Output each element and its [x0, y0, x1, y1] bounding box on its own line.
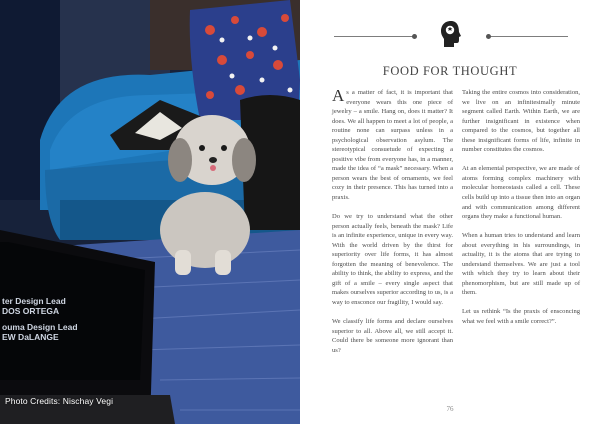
laptop-screen-line: DOS ORTEGA: [2, 306, 60, 316]
paragraph: [332, 88, 453, 203]
article-column-1: [332, 88, 453, 365]
laptop-screen-line: EW DaLANGE: [2, 332, 59, 342]
header-rule-dot: [486, 34, 491, 39]
paragraph: When a human tries to understand and learn about everything in his surroundings, in actuality, it is the atoms that are trying to understand themselves. We are just a tool with which they try to learn about their phenomorphism, but are still made up of them.: [462, 232, 580, 297]
paragraph: At an elemental perspective, we are made of atoms forming complex machinery with molecular homeostasis called a cell. These cells build up into a tissue then into an organ and with communication among different organs they make a functional human.: [462, 165, 580, 221]
drop-cap: A: [332, 86, 345, 105]
article-title: FOOD FOR THOUGHT: [382, 64, 518, 78]
header-rule-dot: [412, 34, 417, 39]
paragraph: We classify life forms and declare ourselves superior to all. Above all, we still accept it. Could there be someone more ignorant than us?: [332, 318, 453, 354]
laptop-screen-line: ter Design Lead: [2, 296, 66, 306]
photo-credit: Photo Credits: Nischay Vegi: [5, 396, 114, 406]
paragraph: Let us rethink “Is the praxis of ensconcing what we feel with a smile correct?”.: [462, 308, 580, 325]
article-column-2: [462, 88, 580, 336]
laptop-screen-line: ouma Design Lead: [2, 322, 78, 332]
header-rule-left: [334, 36, 414, 37]
page-number: 76: [446, 405, 454, 413]
head-silhouette-icon: [440, 20, 462, 48]
paragraph-text: s a matter of fact, it is important that everyone wears this one piece of jewelry – a smile. Hang on, does it matter? It does. We all happen to meet a lot of people, a routine none can surpass unless in a psychological observation asylum. The stereotypical consuetude of expecting a positive vibe from everyone has, in a manner, made the idea of “a mask” necessary. When a person wears the best of ornaments, we feel cozy in their presence. This has turned into a praxis.: [332, 89, 453, 202]
paragraph: Taking the entire cosmos into consideration, we live on an infinitesimally minute segment called Earth. Within Earth, we are further insignificant in existence when compared to the cosmos, but together all these insignificant forms of life, infinite in number constitutes the cosmos.: [462, 89, 580, 154]
article-page: [300, 0, 600, 424]
header-rule-right: [488, 36, 568, 37]
paragraph: Do we try to understand what the other person actually feels, beneath the mask? Life is an infinite experience, unique in every way. With the world driven by the thirst for superiority over life forms, it has almost forgotten the meaning of benevolence. The ability to think, the ability to express, and the gift of a smile – every single aspect that makes ourselves superior according to us, is a way to ensconce our fragility, I would say.: [332, 213, 453, 306]
